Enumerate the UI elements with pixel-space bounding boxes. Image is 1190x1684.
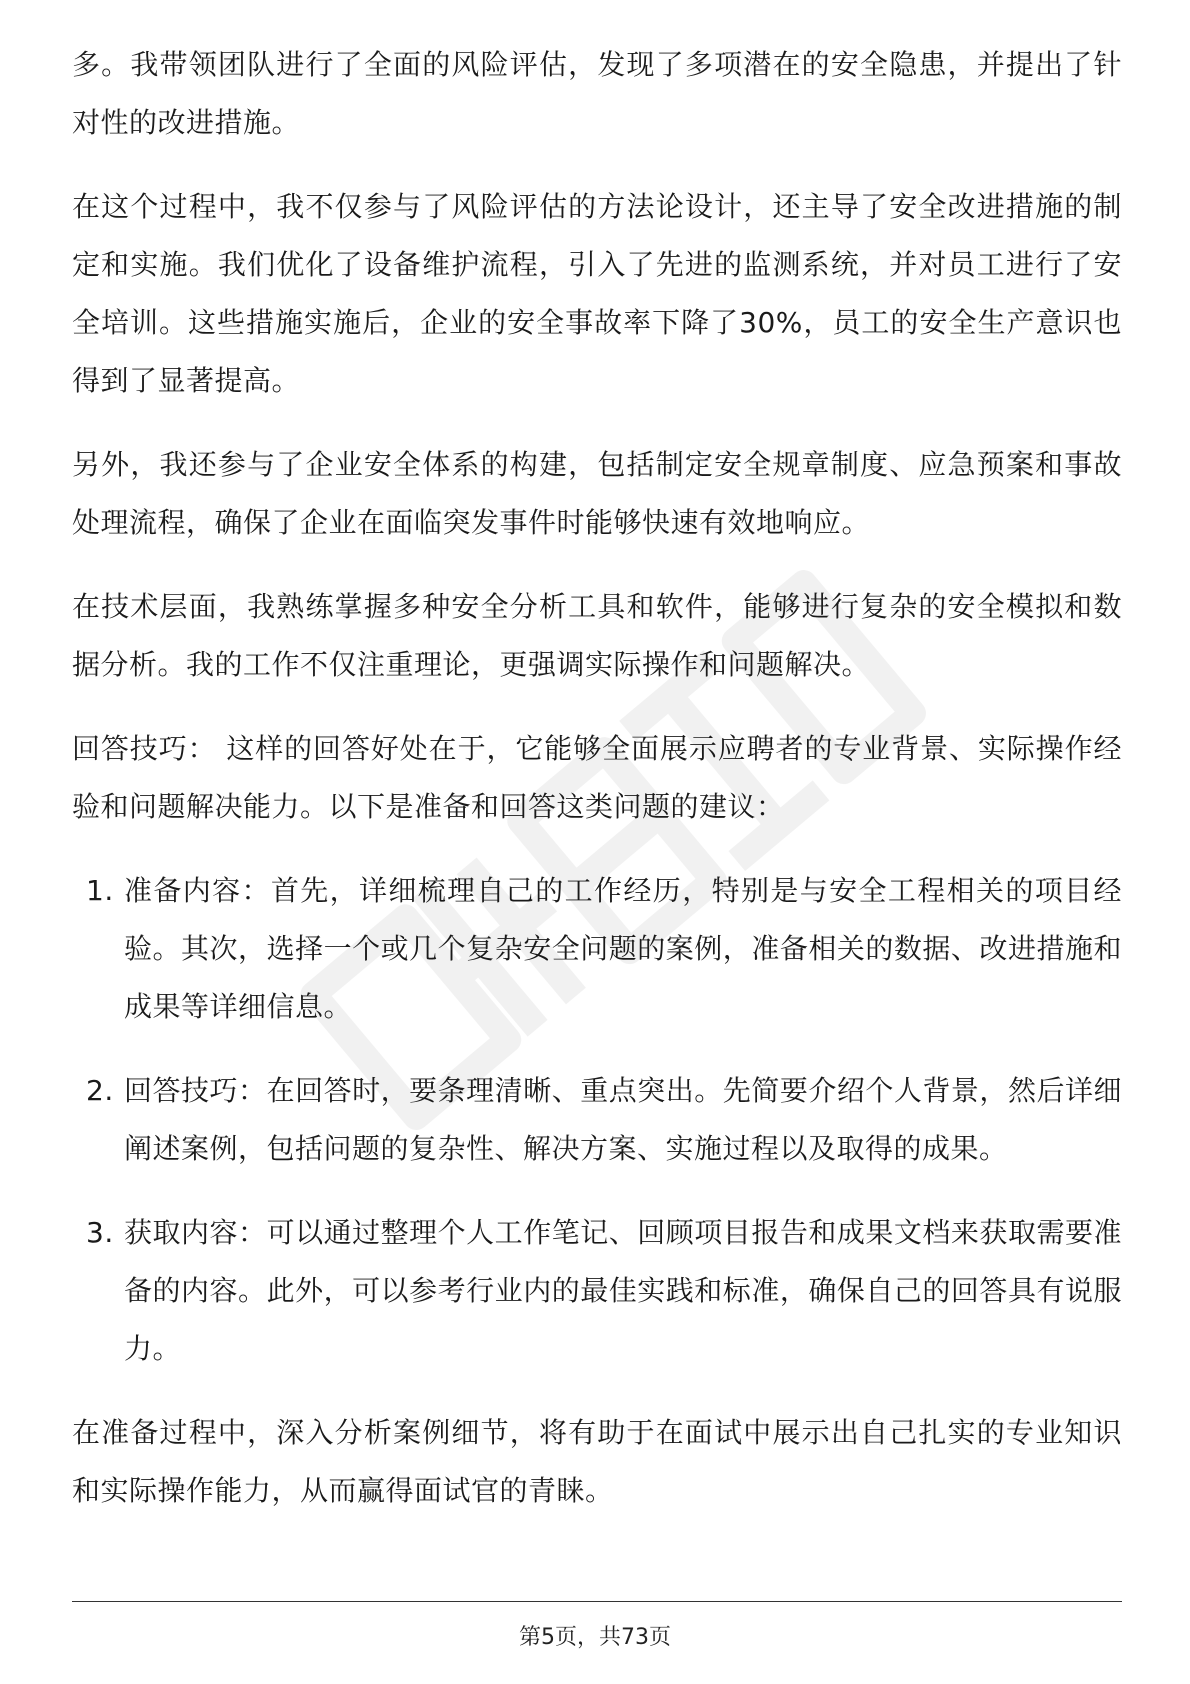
advice-list — [72, 862, 1122, 1378]
footer-divider — [72, 1601, 1122, 1602]
list-number: 3. — [86, 1216, 114, 1249]
paragraph-tips-intro: 回答技巧： 这样的回答好处在于，它能够全面展示应聘者的专业背景、实际操作经验和问题解决能力。以下是准备和回答这类问题的建议： — [72, 732, 1122, 823]
list-item-text: 准备内容：首先，详细梳理自己的工作经历，特别是与安全工程相关的项目经验。其次，选择一个或几个复杂安全问题的案例，准备相关的数据、改进措施和成果等详细信息。 — [124, 874, 1122, 1023]
paragraph-2: 在这个过程中，我不仅参与了风险评估的方法论设计，还主导了安全改进措施的制定和实施。我们优化了设备维护流程，引入了先进的监测系统，并对员工进行了安全培训。这些措施实施后，企业的安全事故率下降了30%，员工的安全生产意识也得到了显著提高。 — [72, 190, 1122, 397]
list-item — [72, 1204, 1122, 1378]
paragraph-4: 在技术层面，我熟练掌握多种安全分析工具和软件，能够进行复杂的安全模拟和数据分析。我的工作不仅注重理论，更强调实际操作和问题解决。 — [72, 590, 1122, 681]
paragraph-3: 另外，我还参与了企业安全体系的构建，包括制定安全规章制度、应急预案和事故处理流程，确保了企业在面临突发事件时能够快速有效地响应。 — [72, 448, 1122, 539]
list-item-text: 获取内容：可以通过整理个人工作笔记、回顾项目报告和成果文档来获取需要准备的内容。此外，可以参考行业内的最佳实践和标准，确保自己的回答具有说服力。 — [124, 1216, 1122, 1365]
paragraph-1: 多。我带领团队进行了全面的风险评估，发现了多项潜在的安全隐患，并提出了针对性的改进措施。 — [72, 48, 1122, 139]
list-item — [72, 862, 1122, 1036]
list-item-text: 回答技巧：在回答时，要条理清晰、重点突出。先简要介绍个人背景，然后详细阐述案例，包括问题的复杂性、解决方案、实施过程以及取得的成果。 — [124, 1074, 1122, 1165]
list-number: 2. — [86, 1074, 114, 1107]
list-number: 1. — [86, 874, 114, 907]
document-page — [72, 36, 1122, 1546]
page-number: 第5页，共73页 — [519, 1625, 671, 1650]
paragraph-closing: 在准备过程中，深入分析案例细节，将有助于在面试中展示出自己扎实的专业知识和实际操作能力，从而赢得面试官的青睐。 — [72, 1416, 1122, 1507]
list-item — [72, 1062, 1122, 1178]
